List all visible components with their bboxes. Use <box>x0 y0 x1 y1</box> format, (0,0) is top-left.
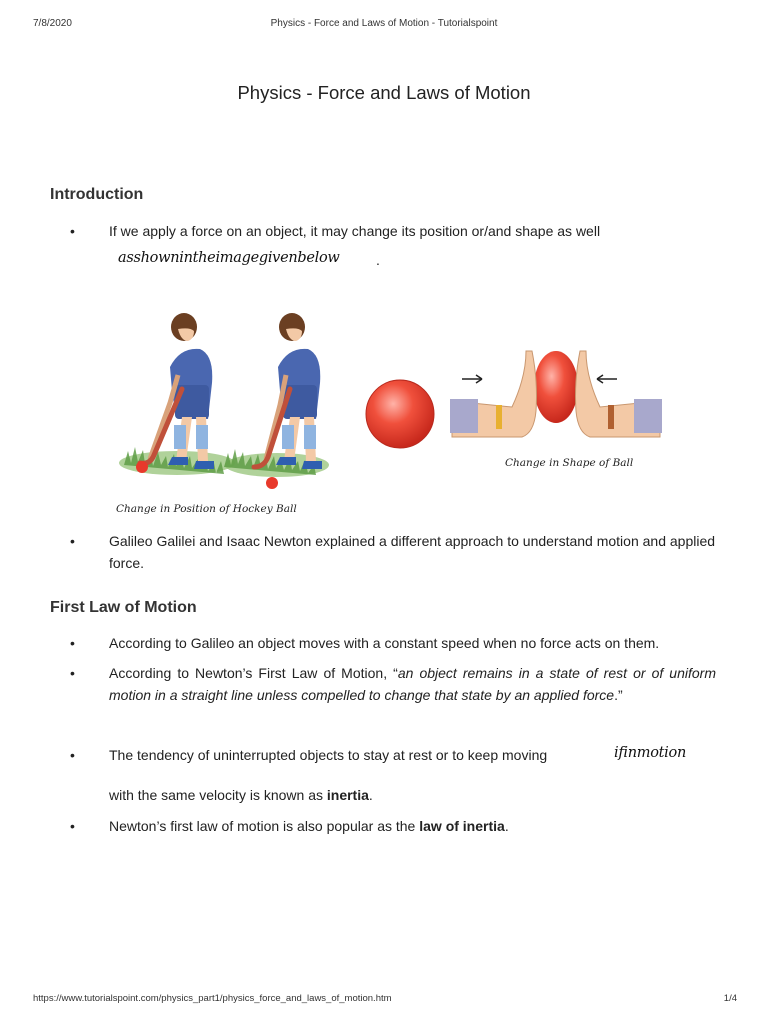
first-law-bullet-1-text: According to Galileo an object moves with a constant speed when no force acts on them. <box>109 635 660 651</box>
girl-hockey-figure-1 <box>119 313 235 475</box>
intro-bullet-1-period: . <box>376 252 380 268</box>
section-heading-introduction: Introduction <box>50 186 144 203</box>
first-law-bullet-2-text: According to Newton’s First Law of Motion, “an object remains in a state of rest or of uniform motion in a straight line unless compelled to change that state by an applied force.” <box>109 665 716 703</box>
term-law-of-inertia: law of inertia <box>419 818 505 834</box>
print-header-title: Physics - Force and Laws of Motion - Tutorialspoint <box>270 18 498 29</box>
caption-change-in-position: Change in Position of Hockey Ball <box>116 503 297 515</box>
caption-change-in-shape: Change in Shape of Ball <box>505 457 634 469</box>
newton-first-law-quote: an object remains in a state of rest or of uniform motion in a straight line unless compelled to change that state by an applied force <box>109 665 716 703</box>
first-law-bullet-4-text: Newton’s first law of motion is also popular as the law of inertia. <box>109 818 509 834</box>
bullet: • <box>70 533 75 549</box>
print-date: 7/8/2020 <box>33 18 72 29</box>
footer-page-number: 1/4 <box>723 993 737 1004</box>
round-ball <box>366 380 434 448</box>
bullet: • <box>70 818 75 834</box>
term-inertia: inertia <box>326 787 369 803</box>
first-law-bullet-3-text: The tendency of uninterrupted objects to stay at rest or to keep moving <box>109 747 548 763</box>
bullet: • <box>70 747 75 763</box>
intro-bullet-2-text: Galileo Galilei and Isaac Newton explained a different approach to understand motion and applied force. <box>109 533 716 571</box>
force-illustration <box>112 305 672 520</box>
girl-hockey-figure-2 <box>224 313 329 489</box>
footer-url: https://www.tutorialspoint.com/physics_part1/physics_force_and_laws_of_motion.htm <box>33 993 392 1004</box>
section-heading-first-law: First Law of Motion <box>50 599 197 616</box>
bullet: • <box>70 635 75 651</box>
first-law-bullet-3-math: ifinmotion <box>614 745 686 761</box>
page-title: Physics - Force and Laws of Motion <box>237 82 531 103</box>
intro-bullet-1-text: If we apply a force on an object, it may change its position or/and shape as well <box>109 223 601 239</box>
intro-bullet-1-math: asshownintheimagegivenbelow <box>118 250 340 266</box>
bullet: • <box>70 223 75 239</box>
bullet: • <box>70 665 75 681</box>
hands-squeezing-ball <box>450 351 662 437</box>
first-law-bullet-3-line2: with the same velocity is known as inertia. <box>109 787 373 803</box>
